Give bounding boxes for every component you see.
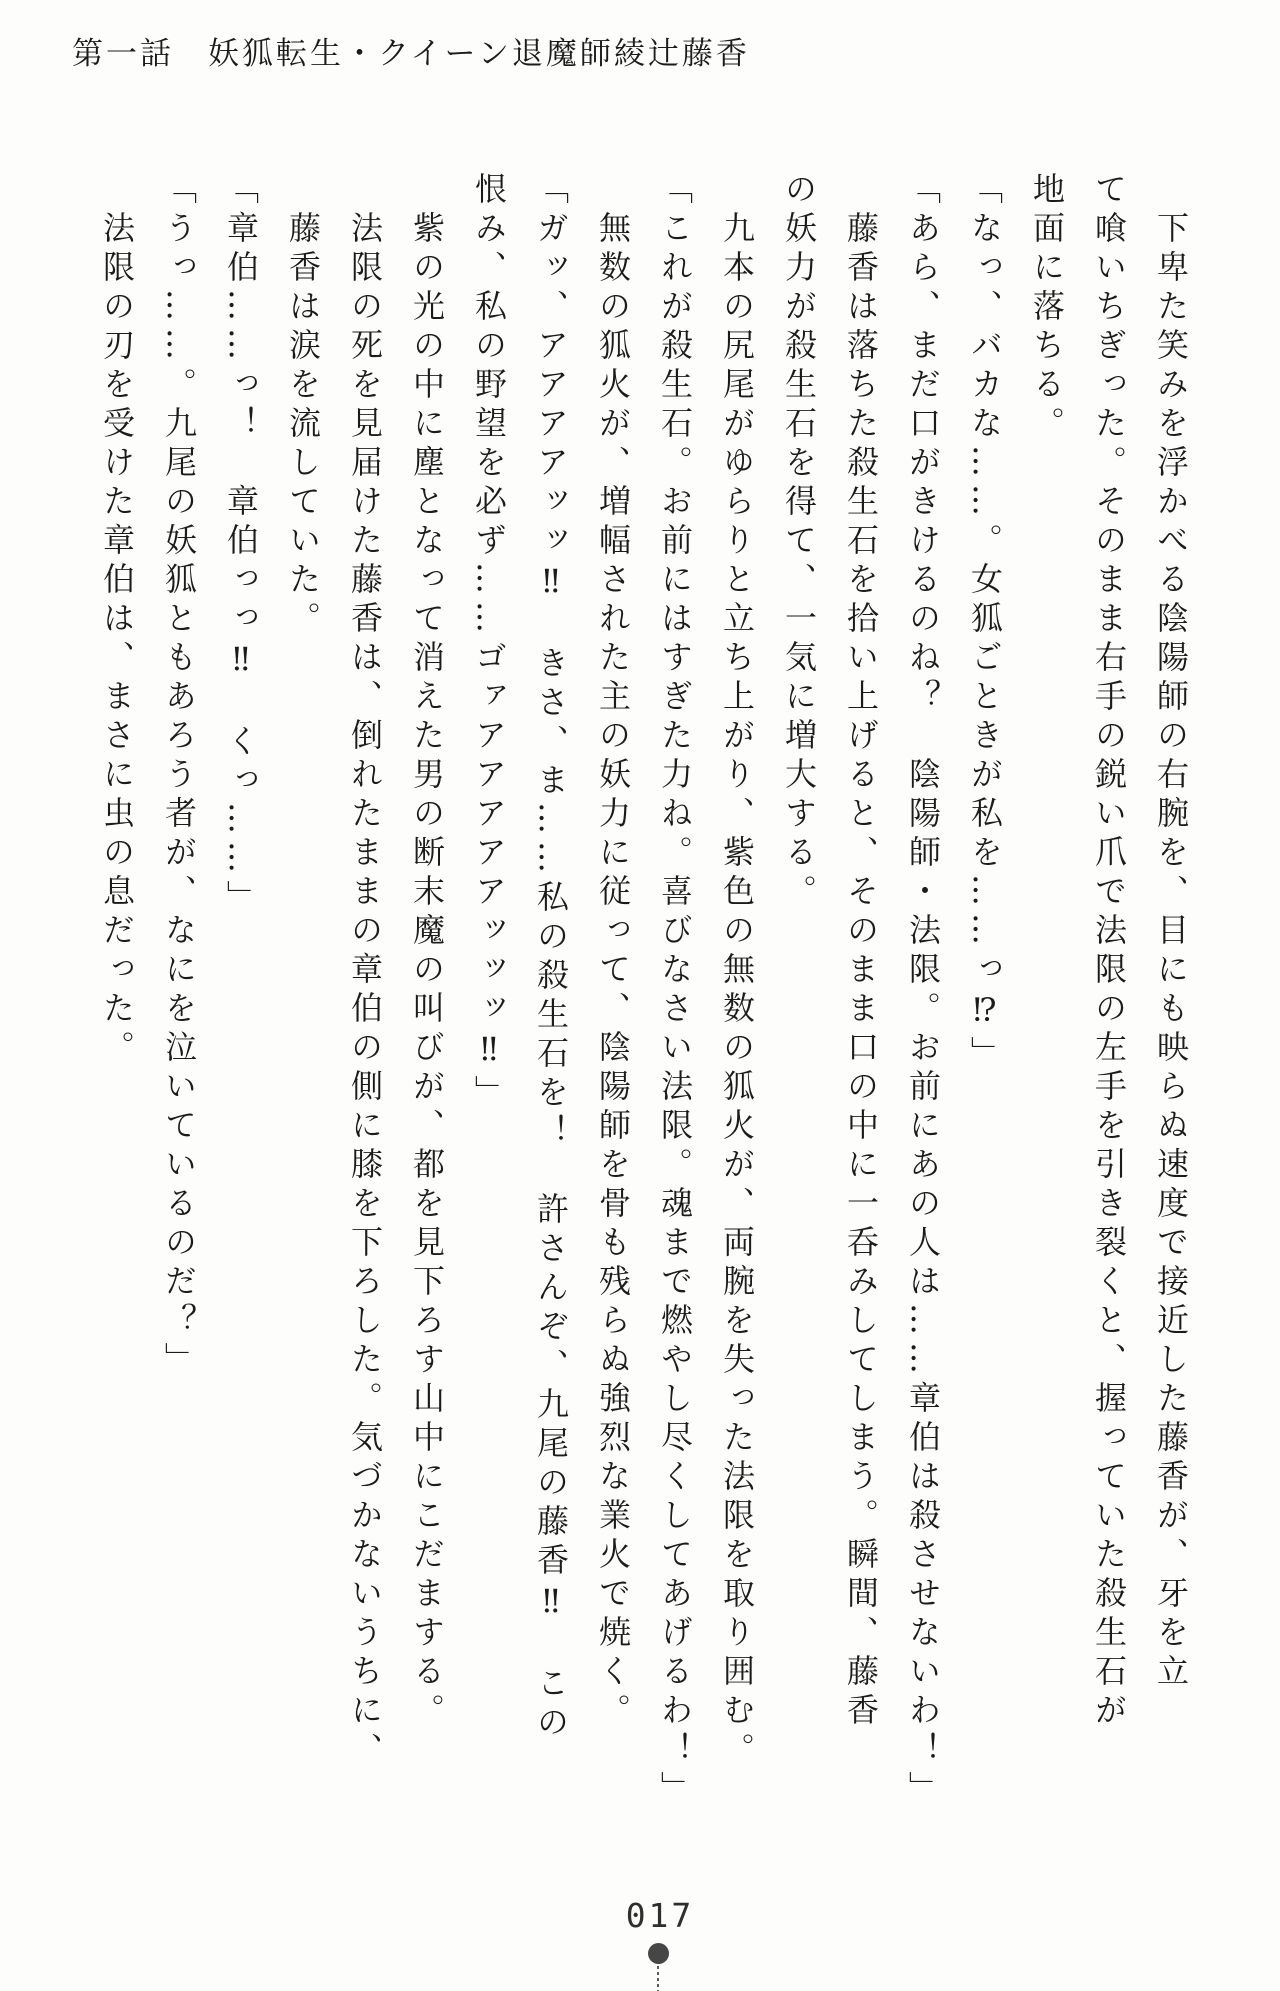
text-line: 九本の尻尾がゆらりと立ち上がり、紫色の無数の狐火が、両腕を失った法限を取り囲む。 [718,172,756,1771]
chapter-header: 第一話 妖狐転生・クイーン退魔師綾辻藤香 [72,36,750,72]
text-line: 「ガッ、アアアアッッ‼ きさ、ま……私の殺生石を！ 許さんぞ、九尾の藤香‼ この [532,172,570,1744]
text-line: て喰いちぎった。そのまま右手の鋭い爪で法限の左手を引き裂くと、握っていた殺生石が [1090,172,1128,1732]
dotted-line-ornament [657,1966,659,1991]
text-line: 「章伯……っ！ 章伯っっ‼ くっ……」 [222,172,260,919]
text-line: 「これが殺生石。お前にはすぎた力ね。喜びなさい法限。魂まで燃やし尽くしてあげるわ！」 [656,172,694,1810]
text-line: 無数の狐火が、増幅された主の妖力に従って、陰陽師を骨も残らぬ強烈な業火で焼く。 [594,172,632,1732]
text-line: 藤香は涙を流していた。 [284,172,322,640]
text-line: 法限の刃を受けた章伯は、まさに虫の息だった。 [98,172,136,1069]
text-line: 藤香は落ちた殺生石を拾い上げると、そのまま口の中に一呑みしてしまう。瞬間、藤香 [842,172,880,1732]
body-text [86,172,1202,1844]
dot-ornament-icon [648,1943,669,1964]
text-line: 下卑た笑みを浮かべる陰陽師の右腕を、目にも映らぬ速度で接近した藤香が、牙を立 [1152,172,1190,1693]
text-line: 紫の光の中に塵となって消えた男の断末魔の叫びが、都を見下ろす山中にこだまする。 [408,172,446,1732]
page-number: 017 [625,1896,695,1935]
text-line: 「あら、まだ口がきけるのね？ 陰陽師・法限。お前にあの人は……章伯は殺させないわ！」 [904,172,942,1810]
text-line: 「うっ……。九尾の妖狐ともあろう者が、なにを泣いているのだ？」 [160,172,198,1381]
text-line: 地面に落ちる。 [1028,172,1066,445]
text-line: 「なっ、バカな……。女狐ごときが私を……っ⁉」 [966,172,1004,1075]
text-line: の妖力が殺生石を得て、一気に増大する。 [780,172,818,913]
text-line: 法限の死を見届けた藤香は、倒れたままの章伯の側に膝を下ろした。気づかないうちに、 [346,172,384,1771]
text-line: 恨み、私の野望を必ず……ゴァアアアアアッッッ‼」 [470,172,508,1114]
